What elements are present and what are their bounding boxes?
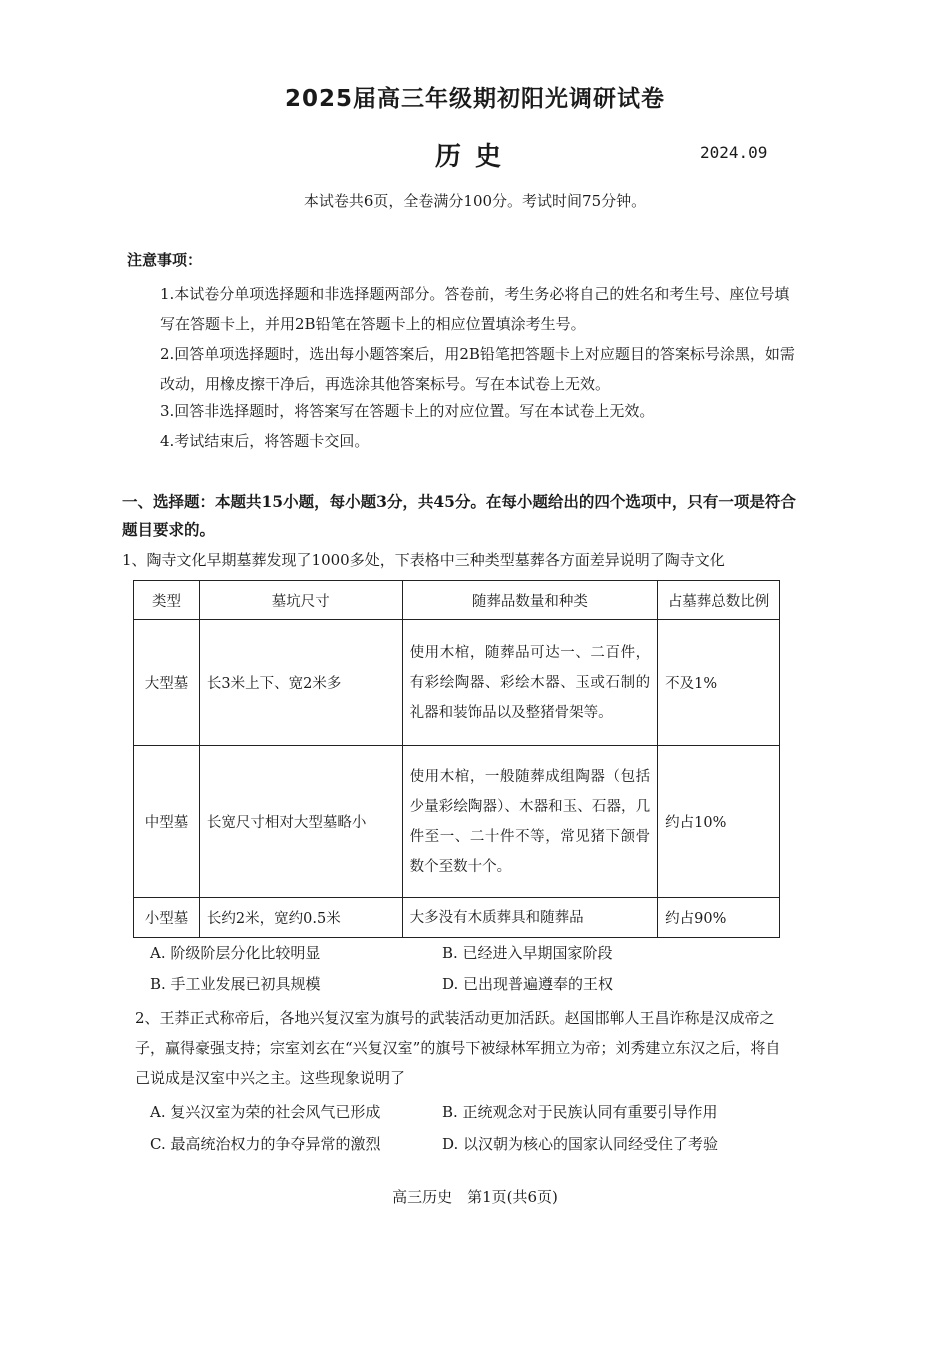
section-heading: 一、选择题：本题共15小题，每小题3分，共45分。在每小题给出的四个选项中，只有一项是符合题目要求的。 [122, 492, 796, 539]
cell-type: 大型墓 [134, 620, 200, 746]
notice-item-2: 2.回答单项选择题时，选出每小题答案后，用2B铅笔把答题卡上对应题目的答案标号涂黑，如需改动，用橡皮擦干净后，再选涂其他答案标号。写在本试卷上无效。 [160, 345, 795, 393]
q1-option-d: D. 已出现普遍遵奉的王权 [442, 975, 614, 993]
cell-type: 中型墓 [134, 746, 200, 898]
cell-ratio: 不及1% [658, 620, 780, 746]
cell-size: 长宽尺寸相对大型墓略小 [199, 746, 402, 898]
header-ratio: 占墓葬总数比例 [658, 581, 780, 620]
q1-option-c: B. 手工业发展已初具规模 [150, 975, 321, 993]
burial-table [133, 580, 780, 938]
exam-info: 本试卷共6页，全卷满分100分。考试时间75分钟。 [303, 192, 647, 210]
cell-size: 长3米上下、宽2米多 [199, 620, 402, 746]
table-row [134, 898, 780, 938]
header-type: 类型 [134, 581, 200, 620]
exam-date: 2024.09 [700, 143, 768, 162]
cell-size: 长约2米，宽约0.5米 [199, 898, 402, 938]
table-row [134, 620, 780, 746]
cell-goods: 使用木棺，一般随葬成组陶器（包括少量彩绘陶器）、木器和玉、石器，几件至一、二十件不等，常见猪下颌骨数个至数十个。 [402, 746, 658, 898]
cell-goods: 大多没有木质葬具和随葬品 [402, 898, 658, 938]
notice-item-3: 3.回答非选择题时，将答案写在答题卡上的对应位置。写在本试卷上无效。 [160, 402, 655, 420]
notice-item-4: 4.考试结束后，将答题卡交回。 [160, 432, 370, 450]
q1-option-b: B. 已经进入早期国家阶段 [442, 944, 613, 962]
table-header-row [134, 581, 780, 620]
cell-type: 小型墓 [134, 898, 200, 938]
q1-option-a: A. 阶级阶层分化比较明显 [150, 944, 321, 962]
q2-option-a: A. 复兴汉室为荣的社会风气已形成 [150, 1103, 381, 1121]
q2-option-d: D. 以汉朝为核心的国家认同经受住了考验 [442, 1135, 719, 1153]
q2-option-b: B. 正统观念对于民族认同有重要引导作用 [442, 1103, 718, 1121]
cell-goods: 使用木棺，随葬品可达一、二百件，有彩绘陶器、彩绘木器、玉或石制的礼器和装饰品以及整猪骨架等。 [402, 620, 658, 746]
exam-title: 2025届高三年级期初阳光调研试卷 [284, 86, 665, 112]
cell-ratio: 约占10% [658, 746, 780, 898]
subject-title: 历史 [434, 142, 515, 172]
notice-title: 注意事项： [127, 251, 203, 269]
table-row [134, 746, 780, 898]
question-1-stem: 1、陶寺文化早期墓葬发现了1000多处，下表格中三种类型墓葬各方面差异说明了陶寺文化 [122, 551, 725, 569]
page-footer: 高三历史 第1页(共6页) [392, 1188, 558, 1206]
q2-option-c: C. 最高统治权力的争夺异常的激烈 [150, 1135, 381, 1153]
notice-item-1: 1.本试卷分单项选择题和非选择题两部分。答卷前，考生务必将自己的姓名和考生号、座位号填写在答题卡上，并用2B铅笔在答题卡上的相应位置填涂考生号。 [160, 285, 790, 333]
header-pit-size: 墓坑尺寸 [199, 581, 402, 620]
cell-ratio: 约占90% [658, 898, 780, 938]
question-2-stem: 2、王莽正式称帝后，各地兴复汉室为旗号的武装活动更加活跃。赵国邯郸人王昌诈称是汉成帝之子，赢得豪强支持；宗室刘玄在“兴复汉室”的旗号下被绿林军拥立为帝；刘秀建立东汉之后，将自己说成是汉室中兴之主。这些现象说明了 [135, 1009, 781, 1087]
header-goods: 随葬品数量和种类 [402, 581, 658, 620]
